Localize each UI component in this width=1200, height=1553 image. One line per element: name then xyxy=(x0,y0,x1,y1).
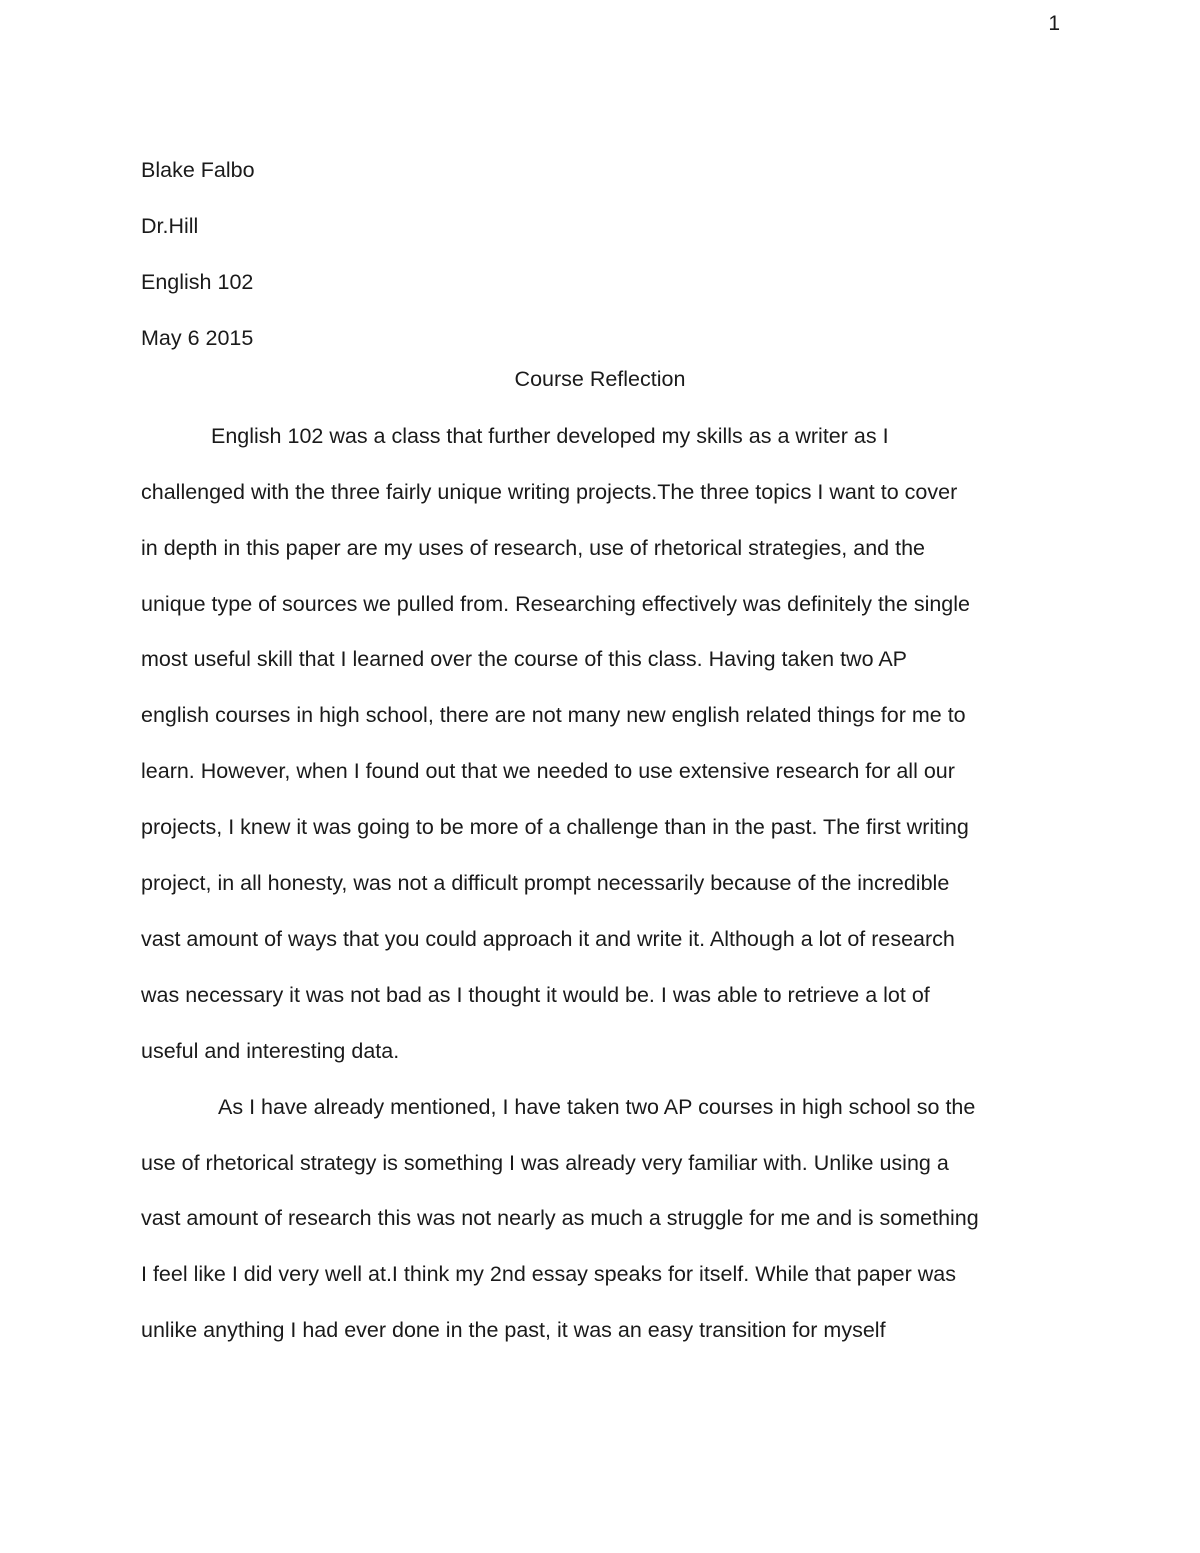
paragraph-2-line: use of rhetorical strategy is something I was already very familiar with. Unlike using a xyxy=(141,1151,949,1175)
paragraph-2-line: As I have already mentioned, I have taken two AP courses in high school so the xyxy=(218,1095,976,1119)
paragraph-1-line: English 102 was a class that further developed my skills as a writer as I xyxy=(211,424,889,448)
paragraph-1-line: projects, I knew it was going to be more of a challenge than in the past. The first writing xyxy=(141,815,969,839)
page-number: 1 xyxy=(1048,12,1060,35)
date: May 6 2015 xyxy=(141,326,254,350)
course-name: English 102 xyxy=(141,270,254,294)
heading-block xyxy=(141,142,841,366)
paragraph-1-line: challenged with the three fairly unique writing projects.The three topics I want to cover xyxy=(141,480,958,504)
document-title: Course Reflection xyxy=(514,367,686,391)
paragraph-1-line: learn. However, when I found out that we needed to use extensive research for all our xyxy=(141,759,955,783)
instructor-name: Dr.Hill xyxy=(141,214,199,238)
paragraph-1-line: most useful skill that I learned over the course of this class. Having taken two AP xyxy=(141,647,908,671)
paragraph-1-line: vast amount of ways that you could approach it and write it. Although a lot of research xyxy=(141,927,955,951)
paragraph-2-line: vast amount of research this was not nearly as much a struggle for me and is something xyxy=(141,1206,979,1230)
paragraph-1-line: project, in all honesty, was not a difficult prompt necessarily because of the incredible xyxy=(141,871,950,895)
paragraph-1-line: useful and interesting data. xyxy=(141,1039,400,1063)
paragraph-2-line: I feel like I did very well at.I think my 2nd essay speaks for itself. While that paper was xyxy=(141,1262,956,1286)
paragraph-1-line: in depth in this paper are my uses of research, use of rhetorical strategies, and the xyxy=(141,536,925,560)
author-name: Blake Falbo xyxy=(141,158,255,182)
paragraph-1-line: unique type of sources we pulled from. Researching effectively was definitely the single xyxy=(141,592,970,616)
paragraph-1-line: english courses in high school, there are not many new english related things for me to xyxy=(141,703,966,727)
paragraph-1-line: was necessary it was not bad as I thought it would be. I was able to retrieve a lot of xyxy=(141,983,930,1007)
paragraph-2-line: unlike anything I had ever done in the past, it was an easy transition for myself xyxy=(141,1318,886,1342)
